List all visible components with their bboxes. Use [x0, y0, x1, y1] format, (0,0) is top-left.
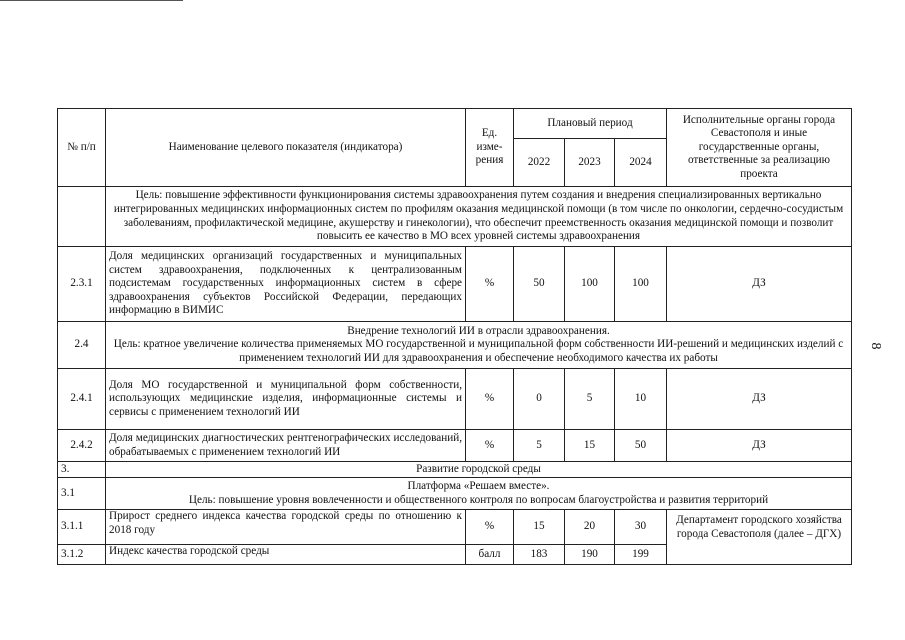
section-row	[58, 322, 852, 369]
section-row	[58, 462, 852, 478]
goal-row	[58, 187, 852, 247]
header-executor: Исполнительные органы города Севастополя и иные государственные органы, ответственные за реализацию проекта	[667, 109, 852, 187]
row-num: 3.1	[58, 478, 106, 510]
header-num: № п/п	[58, 109, 106, 187]
goal-text: Цель: повышение эффективности функционирования системы здравоохранения путем создания и внедрения специализированных вертикально интегрированных медицинских информационных систем по профилям оказания медицинской помощи (в том числе по онкологии, сердечно-сосудистым заболеваниям, профилактической медицине, акушерству и гинекологии), что обеспечит преемственность оказания медицинской помощи и позволит повысить ее качество в МО всех уровней системы здравоохранения	[106, 187, 852, 247]
row-name: Доля МО государственной и муниципальной форм собственности, использующих медицинские изделия, информационные системы и сервисы с применением технологий ИИ	[106, 369, 466, 430]
section-title: Платформа «Решаем вместе».	[407, 479, 550, 492]
row-value-2024: 10	[615, 369, 667, 430]
header-year-2024: 2024	[615, 139, 667, 187]
page-number: 8	[868, 342, 883, 350]
row-name: Индекс качества городской среды	[106, 545, 466, 565]
row-executor: Департамент городского хозяйства города Севастополя (далее – ДГХ)	[667, 510, 852, 565]
row-value-2023: 15	[565, 430, 615, 462]
table-row	[58, 369, 852, 430]
row-executor: ДЗ	[667, 247, 852, 322]
row-name: Доля медицинских организаций государственных и муниципальных систем здравоохранения, подключенных к централизованным подсистемам государственных информационных систем в сфере здравоохранения субъектов Российской Федерации, передающих информацию в ВИМИС	[106, 247, 466, 322]
row-unit: %	[466, 430, 514, 462]
header-row	[58, 109, 852, 139]
table-row	[58, 510, 852, 545]
row-name: Доля медицинских диагностических рентгенографических исследований, обрабатываемых с применением технологий ИИ	[106, 430, 466, 462]
table-row	[58, 430, 852, 462]
header-name: Наименование целевого показателя (индикатора)	[106, 109, 466, 187]
row-value-2022: 183	[514, 545, 565, 565]
row-executor: ДЗ	[667, 369, 852, 430]
row-value-2022: 5	[514, 430, 565, 462]
row-unit: %	[466, 510, 514, 545]
section-title: Развитие городской среды	[106, 462, 852, 478]
row-num: 2.4.2	[58, 430, 106, 462]
row-name: Прирост среднего индекса качества городской среды по отношению к 2018 году	[106, 510, 466, 545]
row-num: 2.3.1	[58, 247, 106, 322]
row-executor: ДЗ	[667, 430, 852, 462]
section-cell	[106, 322, 852, 369]
header-period: Плановый период	[514, 109, 667, 139]
row-num: 3.1.1	[58, 510, 106, 545]
row-value-2024: 30	[615, 510, 667, 545]
row-value-2023: 190	[565, 545, 615, 565]
section-goal: Цель: кратное увеличение количества применяемых МО государственной и муниципальной форм собственности ИИ-решений и медицинских изделий с применением технологий ИИ для здравоохранения и обеспечение необходимого качества их работы	[113, 338, 844, 364]
row-num: 2.4	[58, 322, 106, 369]
row-value-2022: 50	[514, 247, 565, 322]
row-value-2023: 20	[565, 510, 615, 545]
row-value-2022: 15	[514, 510, 565, 545]
section-title: Внедрение технологий ИИ в отрасли здравоохранения.	[347, 324, 610, 337]
section-cell	[106, 478, 852, 510]
row-value-2024: 100	[615, 247, 667, 322]
row-value-2022: 0	[514, 369, 565, 430]
row-unit: %	[466, 369, 514, 430]
row-unit: балл	[466, 545, 514, 565]
row-unit: %	[466, 247, 514, 322]
row-value-2024: 50	[615, 430, 667, 462]
header-year-2022: 2022	[514, 139, 565, 187]
indicators-table	[57, 108, 852, 565]
row-num: 3.	[58, 462, 106, 478]
table-row	[58, 247, 852, 322]
row-num: 2.4.1	[58, 369, 106, 430]
top-rule	[0, 0, 183, 1]
goal-num-cell	[58, 187, 106, 247]
row-value-2023: 5	[565, 369, 615, 430]
row-num: 3.1.2	[58, 545, 106, 565]
section-goal: Цель: повышение уровня вовлеченности и общественного контроля по вопросам благоустройства и развития территорий	[188, 493, 769, 506]
row-value-2024: 199	[615, 545, 667, 565]
header-year-2023: 2023	[565, 139, 615, 187]
header-unit: Ед. изме-рения	[466, 109, 514, 187]
section-row	[58, 478, 852, 510]
row-value-2023: 100	[565, 247, 615, 322]
